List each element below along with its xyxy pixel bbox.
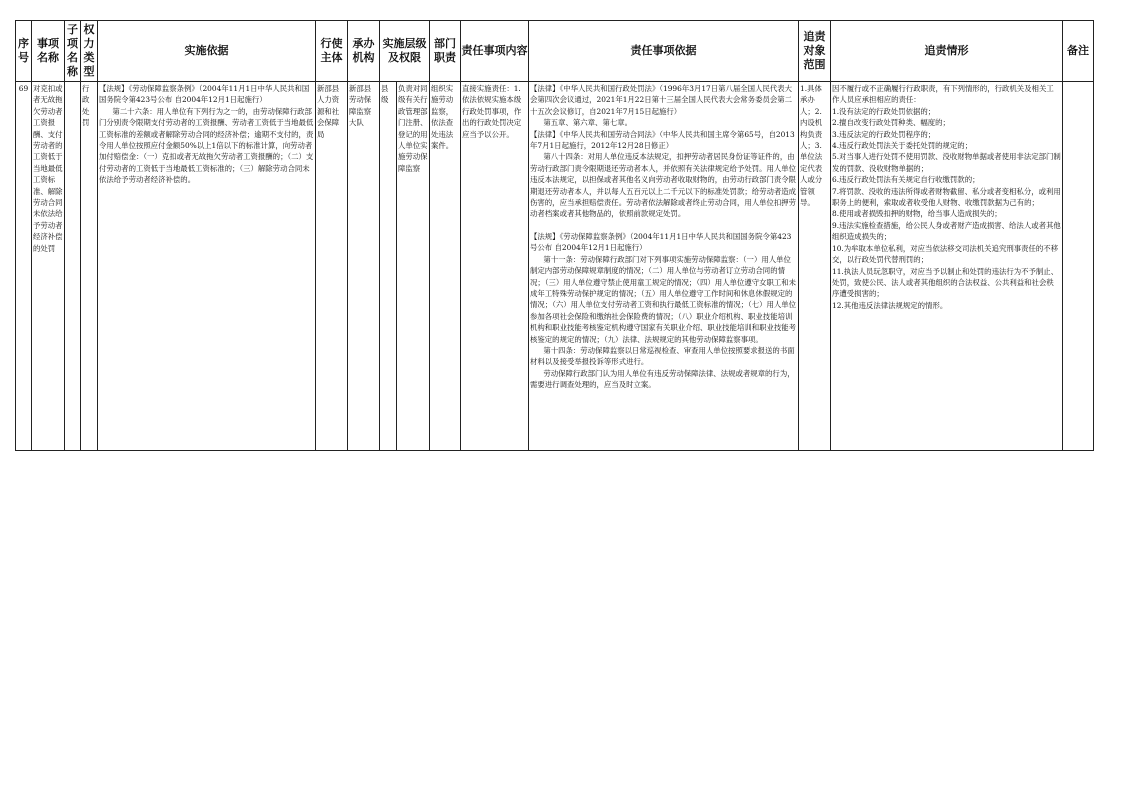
row-seq: 69 [16, 82, 32, 451]
resp-basis-law-1: 【法律】《中华人民共和国行政处罚法》（1996年3月17日第八届全国人民代表大会第四次会议通过，2021年1月22日第十三届全国人民代表大会常务委员会第二十五次会议修订，自2021年7月15日起施行） [530, 84, 793, 116]
situation-item: 5.对当事人进行处罚不使用罚款、没收财物单据或者使用非法定部门制发的罚款、没收财物单据的； [832, 152, 1061, 173]
row-subject: 新邵县人力资源和社会保障局 [316, 82, 348, 451]
resp-basis-article-11: 第十一条：劳动保障行政部门对下列事项实施劳动保障监察：（一）用人单位制定内部劳动保障规章制度的情况；（二）用人单位与劳动者订立劳动合同的情况；（三）用人单位遵守禁止使用童工规定的情况；（四）用人单位遵守女职工和未成年工特殊劳动保护规定的情况；（五）用人单位遵守工作时间和休息休假规定的情况；（六）用人单位支付劳动者工资和执行最低工资标准的情况；（七）用人单位参加各项社会保险和缴纳社会保险费的情况；（八）职业介绍机构、职业技能培训机构和职业技能考核鉴定机构遵守国家有关职业介绍、职业技能培训和职业技能考核鉴定的规定的情况；（九）法律、法规规定的其他劳动保障监察事项。 [530, 254, 797, 344]
row-basis [98, 82, 316, 451]
row-resp-content: 直接实施责任：1.依法依规实施本级行政处罚事项，作出的行政处罚决定应当予以公开。 [461, 82, 529, 451]
resp-basis-spacer [530, 220, 797, 231]
header-resp-content: 责任事项内容 [461, 21, 529, 82]
header-account-scope: 追责对象范围 [799, 21, 831, 82]
situation-item: 3.违反法定的行政处罚程序的； [832, 129, 936, 139]
situation-item: 12.其他违反法律法规规定的情形。 [832, 300, 948, 310]
situation-item: 11.执法人员玩忽职守，对应当予以制止和处罚的违法行为不予制止、处罚，致使公民、法人或者其他组织的合法权益、公共利益和社会秩序遭受损害的； [832, 266, 1059, 299]
authority-table [15, 20, 1094, 451]
row-account-situation [831, 82, 1063, 451]
header-undertaker: 承办机构 [348, 21, 380, 82]
resp-basis-article-84: 第八十四条：对用人单位违反本法规定，扣押劳动者居民身份证等证件的，由劳动行政部门责令限期退还劳动者本人，并依照有关法律规定给予处罚。用人单位违反本法规定，以担保或者其他名义向劳动者收取财物的，由劳动行政部门责令限期退还劳动者本人，并以每人五百元以上二千元以下的标准处罚款；给劳动者造成伤害的，应当承担赔偿责任。劳动者依法解除或者终止劳动合同，用人单位扣押劳动者档案或者其他物品的，依照前款规定处罚。 [530, 152, 797, 219]
situation-item: 7.将罚款、没收的违法所得或者财物截留、私分或者变相私分，或利用职务上的便利，索取或者收受他人财物、收缴罚款据为己有的； [832, 186, 1061, 208]
row-dept-duty: 组织实施劳动监察，依法查处违法案件。 [430, 82, 461, 451]
situation-item: 8.使用或者损毁扣押的财物，给当事人造成损失的； [832, 209, 1002, 219]
header-basis: 实施依据 [98, 21, 316, 82]
situation-item: 1.没有法定的行政处罚依据的； [832, 106, 936, 116]
resp-basis-chapters: 第五章、第六章、第七章。 [543, 118, 633, 128]
row-undertaker: 新邵县劳动保障监察大队 [348, 82, 380, 451]
header-resp-basis: 责任事项依据 [529, 21, 799, 82]
authority-list-sheet [15, 20, 1094, 451]
header-item-name: 事项名称 [32, 21, 65, 82]
header-level: 实施层级及权限 [380, 21, 430, 82]
basis-source: 【法规】《劳动保障监察条例》（2004年11月1日中华人民共和国国务院令第423号公布 自2004年12月1日起施行） [99, 84, 310, 105]
resp-basis-regulation: 【法规】《劳动保障监察条例》（2004年11月1日中华人民共和国国务院令第423号公布 自2004年12月1日起施行） [530, 231, 792, 253]
row-sub-item [65, 82, 81, 451]
header-subject: 行使主体 [316, 21, 348, 82]
situation-item: 9.违法实施检查措施，给公民人身或者财产造成损害、给法人或者其他组织造成损失的； [832, 220, 1061, 242]
situation-item: 4.违反行政处罚法关于委托处罚的规定的； [832, 141, 973, 151]
row-item-name: 对克扣或者无故拖欠劳动者工资报酬、支付劳动者的工资低于当地最低工资标准、解除劳动合同未依法给予劳动者经济补偿的处罚 [32, 82, 65, 451]
situation-item: 10.为牟取本单位私利，对应当依法移交司法机关追究刑事责任的不移交，以行政处罚代替刑罚的； [832, 243, 1059, 265]
basis-article: 第二十六条：用人单位有下列行为之一的，由劳动保障行政部门分别责令限期支付劳动者的工资报酬、劳动者工资低于当地最低工资标准的差额或者解除劳动合同的经济补偿；逾期不支付的，责令用人单位按照应付金额50%以上1倍以下的标准计算，向劳动者加付赔偿金：（一）克扣或者无故拖欠劳动者工资报酬的；（二）支付劳动者的工资低于当地最低工资标准的；（三）解除劳动合同未依法给予劳动者经济补偿的。 [99, 106, 314, 185]
resp-basis-article-14: 第十四条：劳动保障监察以日常巡视检查、审查用人单位按照要求报送的书面材料以及接受举报投诉等形式进行。 [530, 345, 795, 367]
table-row [16, 82, 1094, 451]
row-account-scope: 1.具体承办人；2.内设机构负责人；3.单位法定代表人或分管领导。 [799, 82, 831, 451]
resp-basis-law-2: 【法律】《中华人民共和国劳动合同法》（中华人民共和国主席令第65号，自2013年7月1日起施行，2012年12月28日修正） [530, 129, 795, 151]
row-level-authority: 负责对同级有关行政管理部门注册、登记的用人单位实施劳动保障监察 [397, 82, 430, 451]
row-remarks [1063, 82, 1094, 451]
row-level: 县级 [380, 82, 397, 451]
situation-item: 2.擅自改变行政处罚种类、幅度的； [832, 118, 950, 128]
row-power-type: 行政处罚 [81, 82, 98, 451]
situation-item: 6.违反行政处罚法有关规定自行收缴罚款的； [832, 175, 980, 185]
header-row [16, 21, 1094, 82]
header-sub-item: 子项名称 [65, 21, 81, 82]
header-remarks: 备注 [1063, 21, 1094, 82]
resp-basis-article-14-cont: 劳动保障行政部门认为用人单位有违反劳动保障法律、法规或者规章的行为，需要进行调查处理的，应当及时立案。 [530, 368, 795, 390]
header-dept-duty: 部门职责 [430, 21, 461, 82]
header-seq: 序号 [16, 21, 32, 82]
row-resp-basis [529, 82, 799, 451]
header-power-type: 权力类型 [81, 21, 98, 82]
header-account-situation: 追责情形 [831, 21, 1063, 82]
situation-intro: 因不履行或不正确履行行政职责，有下列情形的，行政机关及相关工作人员应承担相应的责任： [832, 84, 1054, 105]
